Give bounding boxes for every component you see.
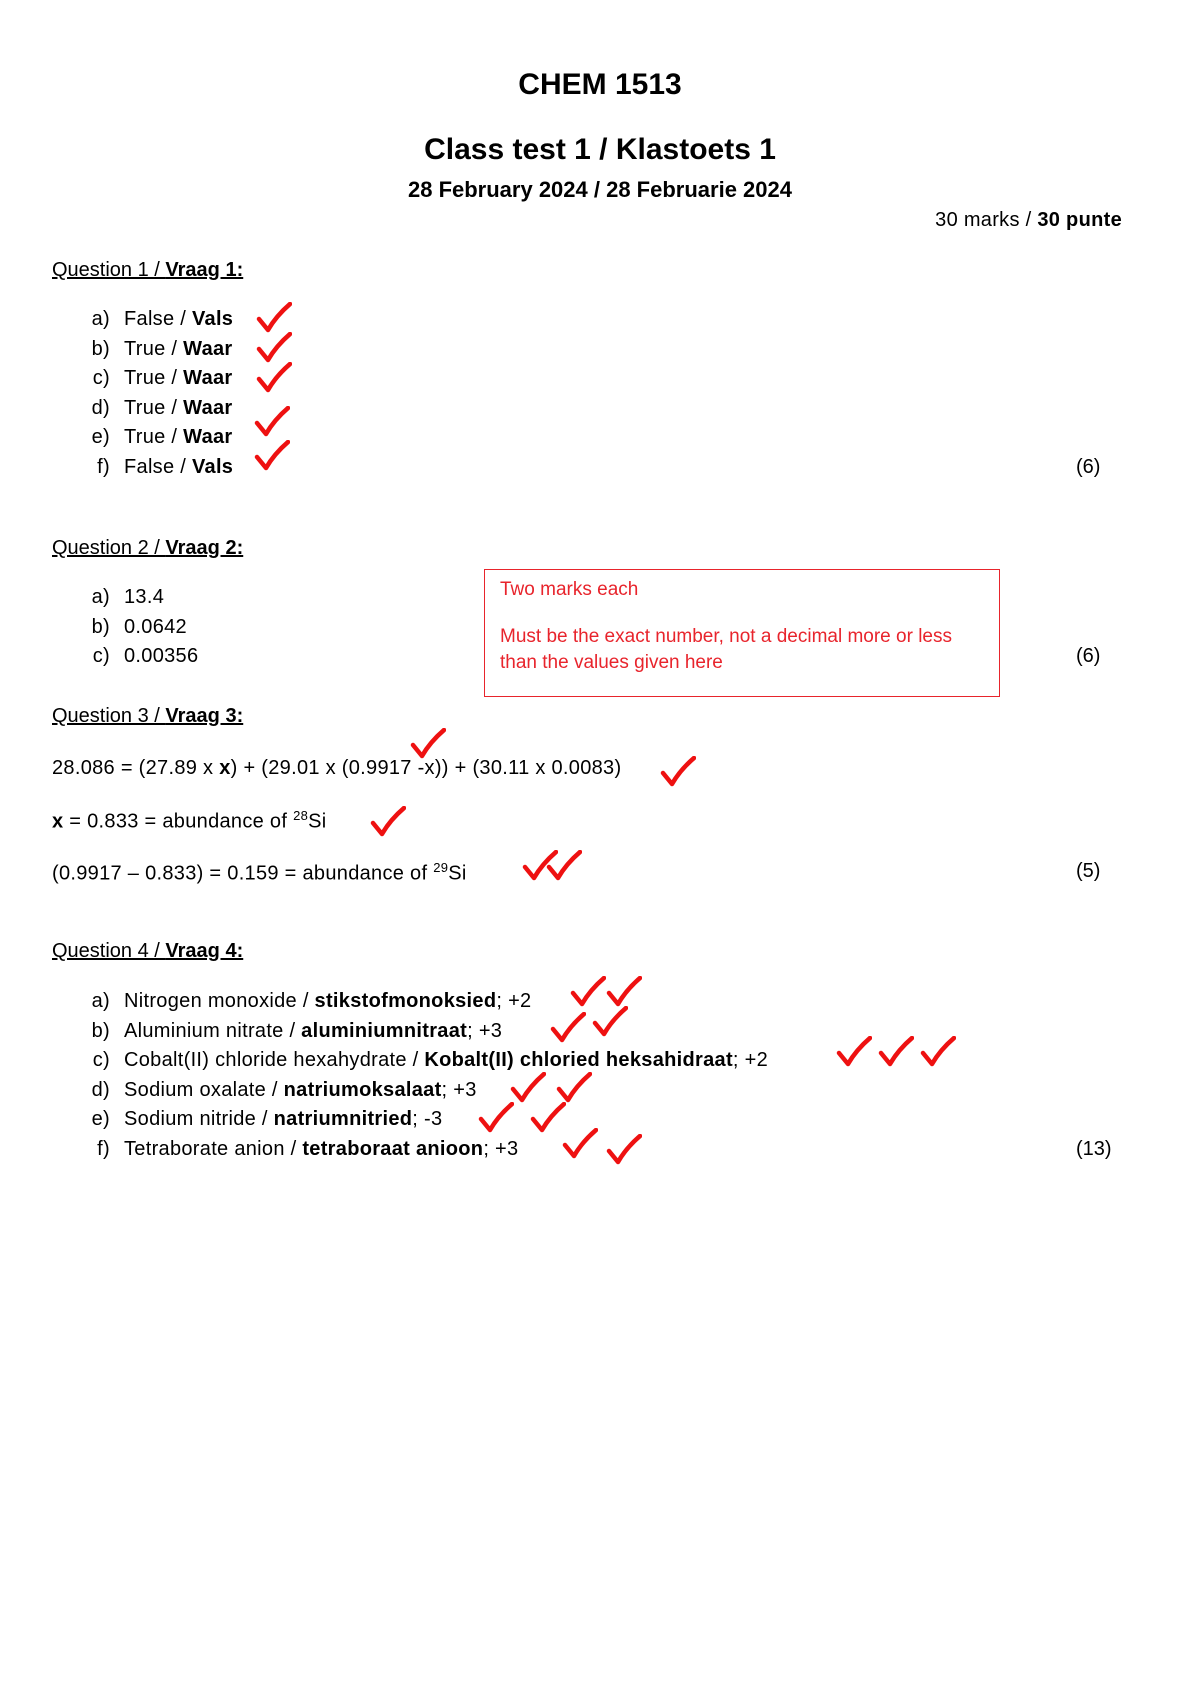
q4-answer-en: Aluminium nitrate / (124, 1020, 302, 1042)
q2-item-a (74, 586, 164, 609)
q2-answer: 0.00356 (124, 645, 199, 667)
q2-label: a) (91, 586, 110, 608)
q3-isotope-mass: 28 (293, 808, 309, 823)
q4-label: b) (91, 1020, 110, 1042)
q4-label: c) (92, 1049, 110, 1071)
check-mark-icon (606, 1134, 642, 1166)
q4-item-a (74, 990, 531, 1013)
q1-heading (52, 259, 243, 282)
q3-text: (0.9917 – 0.833) = 0.159 = abundance of (52, 862, 434, 885)
q2-label: b) (91, 616, 110, 638)
q2-marks: (6) (1076, 645, 1101, 667)
q1-answer-en: True / (124, 367, 184, 389)
q1-item-b (74, 338, 233, 361)
q4-answer-en: Tetraborate anion / (124, 1138, 303, 1160)
check-mark-icon (410, 728, 446, 760)
q1-label: d) (91, 397, 110, 419)
q4-heading-af: Vraag 4: (165, 940, 244, 962)
q1-heading-af: Vraag 1: (165, 259, 244, 281)
q3-x: x (52, 810, 64, 833)
q3-eq-part: ) + (29.01 x (0.9917 -x)) + (30.11 x 0.0083) (230, 757, 622, 779)
q1-item-c (74, 367, 233, 390)
q1-answer-en: True / (124, 338, 184, 360)
check-mark-icon (562, 1128, 598, 1160)
marker-note-line1: Two marks each (500, 579, 639, 600)
q1-answer-en: False / (124, 456, 192, 478)
q3-equation (52, 757, 621, 780)
check-mark-icon (550, 1012, 586, 1044)
q3-heading (52, 705, 243, 728)
q3-text: = 0.833 = abundance of (63, 810, 294, 833)
q4-oxidation: ; -3 (412, 1108, 443, 1130)
q4-oxidation: ; +2 (496, 990, 532, 1012)
q1-heading-en: Question 1 / (52, 259, 166, 281)
marker-note-line2: Must be the exact number, not a decimal more or less (500, 626, 952, 647)
course-code: CHEM 1513 (518, 68, 682, 101)
q3-element: Si (448, 862, 467, 885)
q3-line-x (52, 808, 327, 834)
q1-answer-af: Waar (183, 397, 233, 419)
q1-item-e (74, 426, 233, 449)
q1-item-d (74, 397, 233, 420)
q3-eq-part: 28.086 = (27.89 x (52, 757, 220, 779)
q4-answer-af: Kobalt(II) chloried heksahidraat (424, 1049, 733, 1071)
q2-item-c (74, 645, 198, 668)
q1-label: f) (97, 456, 110, 478)
q4-answer-en: Nitrogen monoxide / (124, 990, 315, 1012)
q1-answer-en: True / (124, 397, 184, 419)
check-mark-icon (660, 756, 696, 788)
q4-answer-en: Sodium oxalate / (124, 1079, 284, 1101)
check-mark-icon (256, 302, 292, 334)
q4-answer-en: Cobalt(II) chloride hexahydrate / (124, 1049, 425, 1071)
check-mark-icon (530, 1102, 566, 1134)
check-mark-icon (556, 1072, 592, 1104)
q4-oxidation: ; +3 (441, 1079, 477, 1101)
q4-oxidation: ; +3 (467, 1020, 503, 1042)
test-title: Class test 1 / Klastoets 1 (424, 133, 776, 166)
check-mark-icon (256, 362, 292, 394)
q4-answer-af: aluminiumnitraat (301, 1020, 468, 1042)
q4-label: a) (91, 990, 110, 1012)
test-date: 28 February 2024 / 28 Februarie 2024 (407, 177, 792, 202)
q1-label: a) (91, 308, 110, 330)
q3-line-29si (52, 860, 467, 886)
q1-item-f (74, 456, 233, 479)
check-mark-icon (478, 1102, 514, 1134)
q2-answer: 0.0642 (124, 616, 187, 638)
q1-label: e) (91, 426, 110, 448)
q4-answer-af: natriumnitried (273, 1108, 413, 1130)
q4-item-b (74, 1020, 502, 1043)
total-marks (935, 209, 1122, 232)
q3-eq-x: x (219, 757, 231, 779)
q1-answer-af: Vals (191, 456, 234, 478)
q2-heading-af: Vraag 2: (165, 537, 244, 559)
marker-note-line3: than the values given here (500, 652, 723, 673)
q3-marks: (5) (1076, 860, 1101, 882)
check-mark-icon (254, 406, 290, 438)
q1-label: c) (92, 367, 110, 389)
q4-answer-af: tetraboraat anioon (302, 1138, 484, 1160)
total-marks-en: 30 marks / (935, 209, 1038, 231)
check-mark-icon (920, 1036, 956, 1068)
q2-heading-en: Question 2 / (52, 537, 166, 559)
q1-answer-en: False / (124, 308, 192, 330)
total-marks-af: 30 punte (1037, 209, 1122, 231)
q4-oxidation: ; +3 (483, 1138, 519, 1160)
q4-item-c (74, 1049, 768, 1072)
q1-answer-af: Vals (191, 308, 234, 330)
q2-answer: 13.4 (124, 586, 165, 608)
q4-answer-af: stikstofmonoksied (314, 990, 497, 1012)
q3-heading-af: Vraag 3: (165, 705, 244, 727)
q1-label: b) (91, 338, 110, 360)
q4-label: e) (91, 1108, 110, 1130)
check-mark-icon (256, 332, 292, 364)
q3-heading-en: Question 3 / (52, 705, 166, 727)
q1-item-a (74, 308, 233, 331)
check-mark-icon (878, 1036, 914, 1068)
q2-item-b (74, 616, 187, 639)
check-mark-icon (592, 1006, 628, 1038)
q4-label: f) (97, 1138, 110, 1160)
check-mark-icon (370, 806, 406, 838)
q4-item-d (74, 1079, 477, 1102)
check-mark-icon (836, 1036, 872, 1068)
q3-isotope-mass: 29 (433, 860, 449, 875)
q1-answer-af: Waar (183, 426, 233, 448)
q3-element: Si (308, 810, 327, 833)
q4-marks: (13) (1076, 1138, 1112, 1160)
q4-item-e (74, 1108, 442, 1131)
q4-heading-en: Question 4 / (52, 940, 166, 962)
check-mark-icon (606, 976, 642, 1008)
q1-marks: (6) (1076, 456, 1101, 478)
q2-label: c) (92, 645, 110, 667)
check-mark-icon (546, 850, 582, 882)
q4-answer-en: Sodium nitride / (124, 1108, 274, 1130)
q1-answer-af: Waar (183, 367, 233, 389)
q2-heading (52, 537, 243, 560)
q4-answer-af: natriumoksalaat (283, 1079, 442, 1101)
check-mark-icon (570, 976, 606, 1008)
q4-oxidation: ; +2 (732, 1049, 769, 1071)
check-mark-icon (254, 440, 290, 472)
q1-answer-en: True / (124, 426, 184, 448)
q4-heading (52, 940, 243, 963)
q4-label: d) (91, 1079, 110, 1101)
check-mark-icon (510, 1072, 546, 1104)
q4-item-f (74, 1138, 518, 1161)
q1-answer-af: Waar (183, 338, 233, 360)
